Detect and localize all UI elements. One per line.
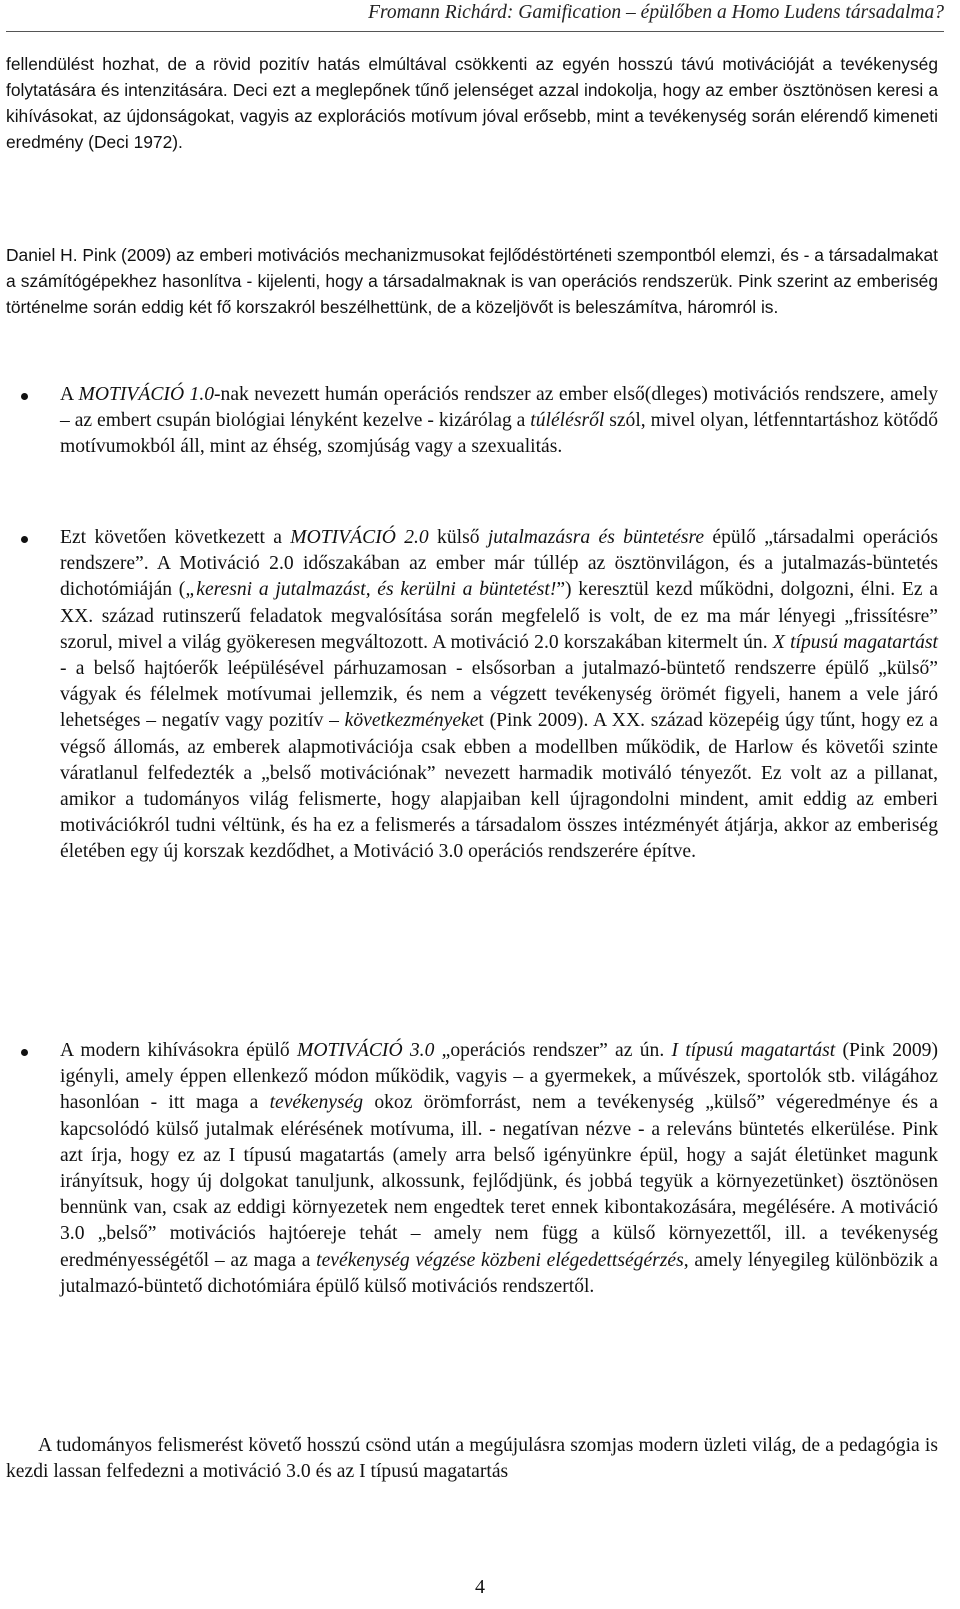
paragraph-closing (6, 1433, 938, 1485)
emphasis: „keresni a jutalmazást, és kerülni a büntetést! (185, 579, 557, 601)
emphasis: MOTIVÁCIÓ 2.0 (290, 527, 429, 548)
text-run: „operációs rendszer” az ún. (434, 1040, 672, 1061)
paragraph-text: A tudományos felismerést követő hosszú csönd után a megújulásra szomjas modern üzleti világ, de a pedagógia is kezdi lassan felfedezni a motiváció 3.0 és az I típusú magatartás (6, 1435, 938, 1483)
bullet-motivation-2 (60, 525, 938, 866)
emphasis: tevékenység végzése közbeni elégedettségérzés (316, 1249, 684, 1271)
page-number: 4 (475, 1576, 485, 1598)
emphasis: X típusú magatartást (772, 631, 938, 653)
paragraph-text: Daniel H. Pink (2009) az emberi motivációs mechanizmusokat fejlődéstörténeti szempontból elemzi, és - a társadalmakat a számítógépekhez hasonlítva - kijelenti, hogy a társadalmaknak is van operációs rendszerük. Pink szerint az emberiség történelme során eddig két fő korszakról beszélhettünk, de a közeljövőt is beleszámítva, háromról is. (6, 245, 938, 317)
bullet-text (60, 525, 938, 866)
text-run: t (Pink 2009). A XX. század közepéig úgy tűnt, hogy ez a végső állomás, az emberek alapmotivációja csak ebben a modellben működik, de Harlow és követői szinte váratlanul felfedezték a „belső motivációnak” nevezett harmadik motiváló tényezőt. Ez volt az a pillanat, amikor a tudományos világ felismerte, hogy alapjaiban kell újragondolni mindent, amit eddig az emberi motivációkról tudni véltünk, és ha ez a felismerés a társadalom összes intézményét átjárja, akkor az emberiség életében egy új korszak kezdődhet, a Motiváció 3.0 operációs rendszerére építve. (60, 710, 939, 863)
text-run: Ezt követően következett a (60, 527, 291, 548)
emphasis: I típusú magatartást (671, 1040, 836, 1061)
emphasis: következményeke (344, 710, 479, 732)
text-run: -nak nevezett humán operációs rendszer az ember első(dleges) motivációs rendszere, amely – az embert csupán biológiai lényként kezelve - kizárólag a (60, 384, 939, 432)
text-run: külső (428, 527, 488, 548)
running-header: Fromann Richárd: Gamification – épülőben a Homo Ludens társadalma? (368, 2, 944, 23)
bullet-icon (21, 1049, 28, 1056)
bullet-motivation-3 (60, 1038, 938, 1300)
text-run: (Pink 2009) igényli, amely éppen ellenkező módon működik, vagyis – a gyermekek, a művészek, sportolók stb. világához hasonlóan - itt maga a (60, 1040, 938, 1114)
paragraph-text: fellendülést hozhat, de a rövid pozitív hatás elmúltával csökkenti az egyén hosszú távú motivációját a tevékenység folytatására és intenzitására. Deci ezt a meglepőnek tűnő jelenséget azzal indokolja, hogy az ember ösztönösen keresi a kihívásokat, az újdonságokat, vagyis az explorációs motívum jóval erősebb, mint a tevékenység során elérendő kimeneti eredmény (Deci 1972). (6, 54, 938, 152)
emphasis: tevékenység (269, 1092, 364, 1114)
emphasis: jutalmazásra és büntetésre (487, 527, 705, 548)
emphasis: túlélésről (530, 410, 605, 432)
paragraph-pink (6, 242, 938, 320)
bullet-text (60, 1038, 938, 1300)
text-run: ”) keresztül kezd működni, dolgozni, élni. Ez a XX. század rutinszerű feladatok megvalósítása során megfelelő is volt, de ez ma már lényegi „frissítésre” szorul, mivel a világ gyökeresen megváltozott. A motiváció 2.0 korszakában kitermelt ún. (60, 579, 938, 653)
text-run: A (60, 384, 79, 405)
text-run: - a belső hajtóerők leépülésével párhuzamosan - elsősorban a jutalmazó-büntető rendszerre épülő „külső” vágyak és félelmek motívumai jellemzik, és nem a végzett tevékenység örömét figyeli, hanem a vele járó lehetséges – negatív vagy pozitív – (60, 658, 938, 732)
text-run: A modern kihívásokra épülő (60, 1040, 298, 1061)
bullet-motivation-1 (60, 382, 938, 461)
text-run: , amely lényegileg különbözik a jutalmazó-büntető dichotómiára épülő külső motivációs rendszertől. (60, 1249, 938, 1297)
bullet-text (60, 382, 938, 461)
bullet-icon (21, 393, 28, 400)
header-rule (6, 31, 944, 32)
emphasis: MOTIVÁCIÓ 1.0 (78, 384, 215, 405)
text-run: épülő „társadalmi operációs rendszere”. A Motiváció 2.0 időszakában az ember már túllép az ösztönvilágon, és a jutalmazás-büntetés dichotómiáján ( (60, 527, 939, 601)
text-run: okoz örömforrást, nem a tevékenység „külső” végeredménye és a kapcsolódó külső jutalmak elérésének motívuma, ill. - negatívan nézve - a releváns büntetés elkerülése. Pink azt írja, hogy ez az I típusú magatartás (amely arra belső igényünkre épül, hogy a saját életünket magunk irányítsuk, hogy új dolgokat tanuljunk, alkossunk, fejlődjünk, és jobbá tegyük a környezetünket) ösztönösen bennünk van, csak az eddigi környezetek nem engedtek teret ennek kibontakozására, megélésére. A motiváció 3.0 „belső” motivációs hajtóereje tehát – amely nem függ a külső környezettől, ill. a tevékenység eredményességétől – az maga a (60, 1092, 938, 1271)
emphasis: MOTIVÁCIÓ 3.0 (297, 1040, 435, 1061)
paragraph-deci (6, 51, 938, 155)
bullet-icon (21, 536, 28, 543)
text-run: szól, mivel olyan, létfenntartáshoz kötődő motívumokból áll, mint az éhség, szomjúság vagy a szexualitás. (60, 410, 938, 458)
